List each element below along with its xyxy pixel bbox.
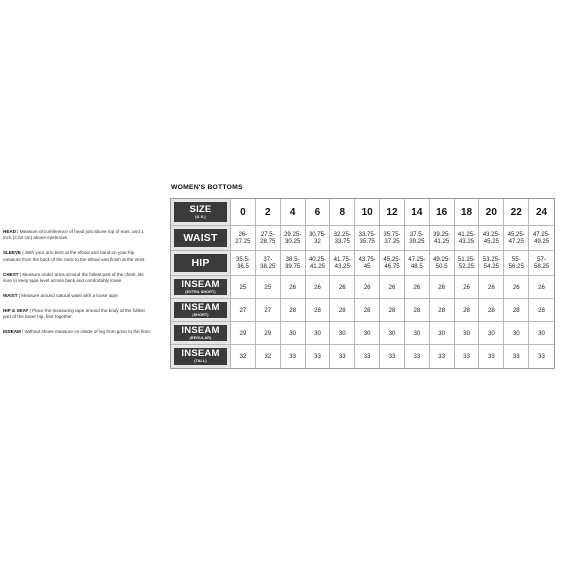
value-cell: 26 (455, 276, 480, 299)
value-cell: 30 (330, 322, 355, 345)
row-label: INSEAM (181, 301, 220, 313)
value-cell: 28 (405, 299, 430, 322)
row-sublabel: (EXTRA SHORT) (185, 289, 216, 294)
guide-text: Without shoes measure on inside of leg from groin to the floor. (24, 329, 152, 335)
row-label-badge (174, 279, 227, 295)
value-cell: 32 (231, 345, 256, 368)
value-cell: 26 (330, 276, 355, 299)
row-label: INSEAM (181, 348, 220, 360)
row-inseam-regular (171, 322, 554, 345)
guide-term: HEAD (3, 229, 17, 234)
value-cell: 30 (405, 322, 430, 345)
size-chart-body (171, 199, 554, 368)
value-cell: 26 (504, 276, 529, 299)
value-cell: 43.75- 45 (355, 251, 380, 276)
value-cell: 30 (380, 322, 405, 345)
value-cell: 29.25- 30.25 (281, 226, 306, 251)
table-title: WOMEN'S BOTTOMS (171, 184, 243, 191)
size-cell: 22 (504, 199, 529, 226)
row-sublabel: (U.S.) (195, 214, 206, 219)
guide-term: HIP & SEAT (3, 307, 29, 313)
value-cell: 26 (306, 276, 331, 299)
row-header-cell (171, 322, 231, 345)
guide-text: Measure circumference of head just above top of ears, and 1 inch (2.54 cm) above eyebrows. (3, 229, 144, 241)
value-cell: 40.25- 41.25 (306, 251, 331, 276)
row-header-cell (171, 299, 231, 322)
guide-item: WAIST | Measure around natural waist with a loose tape. (3, 292, 119, 298)
value-cell: 33 (380, 345, 405, 368)
size-header-cell (171, 199, 231, 226)
guide-item: HEAD | Measure circumference of head just above top of ears, and 1 inch (2.54 cm) above eyebrows. (3, 229, 144, 241)
size-cell: 16 (430, 199, 455, 226)
size-cell: 14 (405, 199, 430, 226)
guide-term: WAIST (3, 292, 18, 298)
row-label-badge (174, 229, 227, 247)
row-hip (171, 251, 554, 276)
value-cell: 37.5- 39.25 (405, 226, 430, 251)
row-label-badge (174, 254, 227, 272)
row-sublabel: (REGULAR) (189, 335, 212, 340)
row-sublabel: (TALL) (194, 359, 207, 364)
size-cell: 24 (529, 199, 554, 226)
size-cell: 8 (330, 199, 355, 226)
value-cell: 27.5- 28.75 (256, 226, 281, 251)
value-cell: 43.25- 45.25 (479, 226, 504, 251)
guide-term: CHEST (3, 271, 19, 277)
value-cell: 29 (256, 322, 281, 345)
row-waist (171, 226, 554, 251)
value-cell: 27 (231, 299, 256, 322)
value-cell: 30 (479, 322, 504, 345)
row-header-cell (171, 251, 231, 276)
row-label: INSEAM (181, 278, 220, 290)
row-inseam-tall (171, 345, 554, 368)
value-cell: 30 (529, 322, 554, 345)
value-cell: 32.25- 33.75 (330, 226, 355, 251)
value-cell: 27 (256, 299, 281, 322)
size-cell: 12 (380, 199, 405, 226)
size-header-row (171, 199, 554, 226)
value-cell: 33.75- 35.75 (355, 226, 380, 251)
row-inseam-short (171, 299, 554, 322)
value-cell: 26 (380, 276, 405, 299)
value-cell: 28 (330, 299, 355, 322)
value-cell: 33 (430, 345, 455, 368)
value-cell: 35.5- 36.5 (231, 251, 256, 276)
value-cell: 32 (256, 345, 281, 368)
guide-item: HIP & SEAT | Place the measuring tape around the body at the fullest part of the lower hip, feet together. (3, 307, 145, 320)
value-cell: 26 (405, 276, 430, 299)
row-label-badge (174, 302, 227, 318)
value-cell: 57- 58.25 (529, 251, 554, 276)
value-cell: 38.5- 39.75 (281, 251, 306, 276)
row-label: SIZE (189, 203, 212, 215)
row-label: WAIST (183, 232, 218, 244)
row-label: INSEAM (181, 324, 220, 336)
value-cell: 26 (430, 276, 455, 299)
value-cell: 33 (281, 345, 306, 368)
guide-text: With your arm bent at the elbow and hand on your hip measure from the back of the neck to the elbow and finish at the wrist. (3, 250, 146, 262)
value-cell: 33 (455, 345, 480, 368)
guide-term: SLEEVE (3, 250, 22, 256)
row-header-cell (171, 345, 231, 368)
value-cell: 53.25- 54.25 (479, 251, 504, 276)
guide-item: CHEST | Measure under arms around the fullest part of the chest. Be sure to keep tape level across back and comfortably loose. (3, 271, 144, 284)
value-cell: 30 (504, 322, 529, 345)
value-cell: 28 (529, 299, 554, 322)
value-cell: 30.75- 32 (306, 226, 331, 251)
guide-text: Measure around natural waist with a loose tape. (21, 292, 119, 298)
value-cell: 51.25- 52.25 (455, 251, 480, 276)
size-cell: 2 (256, 199, 281, 226)
guide-item: INSEAM | Without shoes measure on inside of leg from groin to the floor. (3, 329, 152, 335)
row-inseam-extra-short (171, 276, 554, 299)
value-cell: 26 (281, 276, 306, 299)
value-cell: 41.25- 43.25 (455, 226, 480, 251)
value-cell: 30 (430, 322, 455, 345)
value-cell: 26 (479, 276, 504, 299)
size-cell: 0 (231, 199, 256, 226)
row-label-badge (174, 348, 227, 365)
value-cell: 33 (330, 345, 355, 368)
value-cell: 28 (455, 299, 480, 322)
row-header-cell (171, 276, 231, 299)
value-cell: 47.25- 48.5 (405, 251, 430, 276)
value-cell: 28 (430, 299, 455, 322)
value-cell: 33 (405, 345, 430, 368)
row-header-cell (171, 226, 231, 251)
value-cell: 47.25- 49.25 (529, 226, 554, 251)
value-cell: 49.25- 50.5 (430, 251, 455, 276)
guide-term: INSEAM (3, 329, 21, 335)
value-cell: 28 (281, 299, 306, 322)
value-cell: 45.25- 46.75 (380, 251, 405, 276)
row-label-badge (174, 325, 227, 341)
measuring-guide (3, 229, 153, 344)
value-cell: 30 (306, 322, 331, 345)
row-sublabel: (SHORT) (192, 312, 209, 317)
value-cell: 28 (355, 299, 380, 322)
value-cell: 33 (306, 345, 331, 368)
row-label-badge (174, 202, 227, 222)
value-cell: 28 (504, 299, 529, 322)
value-cell: 45.25- 47.25 (504, 226, 529, 251)
value-cell: 26 (529, 276, 554, 299)
value-cell: 26 (355, 276, 380, 299)
value-cell: 29 (231, 322, 256, 345)
value-cell: 25 (256, 276, 281, 299)
guide-item: SLEEVE | With your arm bent at the elbow and hand on your hip measure from the back of the neck to the elbow and finish at the wrist. (3, 250, 146, 262)
size-cell: 6 (306, 199, 331, 226)
value-cell: 26- 27.25 (231, 226, 256, 251)
size-chart-table (170, 198, 555, 369)
value-cell: 41.75- 43.25 (330, 251, 355, 276)
size-cell: 10 (355, 199, 380, 226)
value-cell: 39.25- 41.25 (430, 226, 455, 251)
value-cell: 25 (231, 276, 256, 299)
value-cell: 33 (479, 345, 504, 368)
value-cell: 33 (355, 345, 380, 368)
size-cell: 18 (455, 199, 480, 226)
value-cell: 30 (355, 322, 380, 345)
value-cell: 28 (479, 299, 504, 322)
value-cell: 28 (380, 299, 405, 322)
value-cell: 28 (306, 299, 331, 322)
value-cell: 33 (504, 345, 529, 368)
value-cell: 33 (538, 353, 545, 360)
value-cell: 35.75- 37.25 (380, 226, 405, 251)
value-cell: 30 (455, 322, 480, 345)
value-cell: 37- 38.25 (256, 251, 281, 276)
value-cell: 55- 56.25 (504, 251, 529, 276)
value-cell: 30 (281, 322, 306, 345)
size-cell: 4 (281, 199, 306, 226)
row-label: HIP (191, 257, 210, 269)
size-cell: 20 (479, 199, 504, 226)
guide-text: Place the measuring tape around the body at the fullest part of the lower hip, feet together. (3, 307, 145, 320)
guide-text: Measure under arms around the fullest part of the chest. Be sure to keep tape level across back and comfortably loose. (3, 271, 144, 284)
